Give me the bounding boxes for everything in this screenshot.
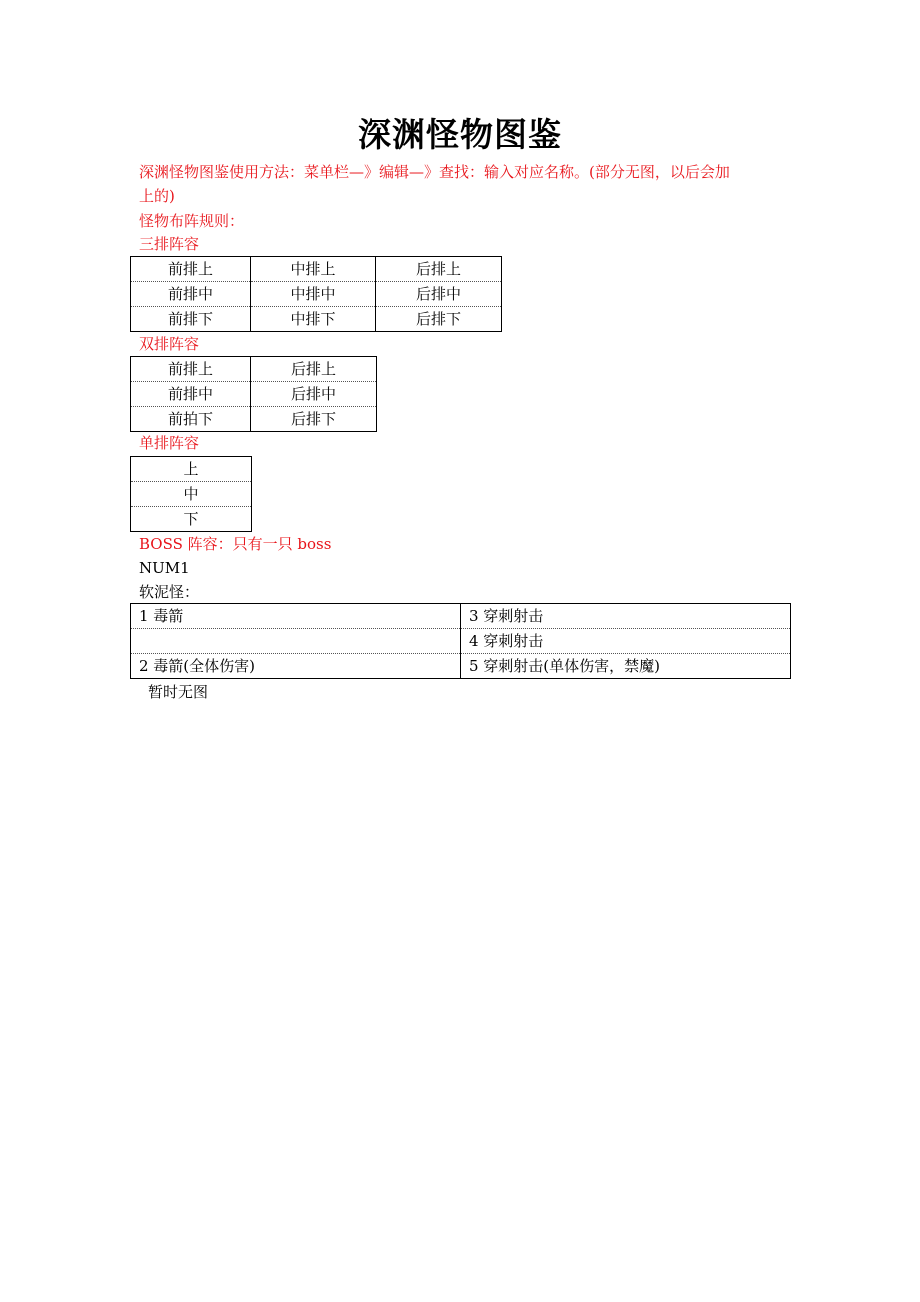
- table-cell: 后排下: [251, 407, 377, 432]
- table-cell: 前排上: [131, 357, 251, 382]
- formation-rules-heading: 怪物布阵规则：: [139, 212, 245, 230]
- table-cell: 前排下: [131, 307, 251, 332]
- table-row: [131, 604, 791, 629]
- table-cell: 中排中: [251, 282, 376, 307]
- table-cell: 上: [131, 457, 252, 482]
- table-row: [131, 654, 791, 679]
- table-cell: 1 毒箭: [131, 604, 461, 629]
- table-cell: 5 穿刺射击(单体伤害，禁魔): [461, 654, 791, 679]
- table-row: [131, 507, 252, 532]
- table-row: [131, 282, 502, 307]
- table-cell: 2 毒箭(全体伤害): [131, 654, 461, 679]
- page-title: 深渊怪物图鉴: [358, 115, 562, 154]
- table-cell: 中排上: [251, 257, 376, 282]
- table-cell: 前排中: [131, 282, 251, 307]
- table-cell: 3 穿刺射击: [461, 604, 791, 629]
- two-row-formation-table: [130, 356, 377, 432]
- monster-name-heading: 软泥怪：: [139, 583, 200, 601]
- table-cell: 前排中: [131, 382, 251, 407]
- table-cell: 中排下: [251, 307, 376, 332]
- table-row: [131, 482, 252, 507]
- table-cell: 后排上: [376, 257, 502, 282]
- table-row: [131, 382, 377, 407]
- table-cell: 前拍下: [131, 407, 251, 432]
- entry-number-label: NUM1: [139, 559, 190, 577]
- two-row-formation-heading: 双排阵容: [139, 335, 200, 353]
- three-row-formation-table: [130, 256, 502, 332]
- table-row: [131, 357, 377, 382]
- single-row-formation-heading: 单排阵容: [139, 434, 200, 452]
- table-row: [131, 457, 252, 482]
- table-row: [131, 629, 791, 654]
- table-cell: 中: [131, 482, 252, 507]
- no-image-note: 暂时无图: [148, 683, 209, 701]
- table-cell: 后排下: [376, 307, 502, 332]
- table-cell: 后排中: [376, 282, 502, 307]
- table-cell: 4 穿刺射击: [461, 629, 791, 654]
- table-row: [131, 257, 502, 282]
- boss-formation-line: BOSS 阵容：只有一只 boss: [139, 535, 332, 553]
- three-row-formation-heading: 三排阵容: [139, 235, 200, 253]
- table-cell: 前排上: [131, 257, 251, 282]
- single-row-formation-table: [130, 456, 252, 532]
- table-cell: 后排中: [251, 382, 377, 407]
- table-row: [131, 307, 502, 332]
- table-cell: [131, 629, 461, 654]
- table-cell: 下: [131, 507, 252, 532]
- table-row: [131, 407, 377, 432]
- table-cell: 后排上: [251, 357, 377, 382]
- usage-instructions-line-1: 深渊怪物图鉴使用方法：菜单栏—》编辑—》查找：输入对应名称。(部分无图，以后会加: [139, 163, 730, 181]
- monster-skills-table: [130, 603, 791, 679]
- usage-instructions-line-2: 上的): [139, 187, 175, 205]
